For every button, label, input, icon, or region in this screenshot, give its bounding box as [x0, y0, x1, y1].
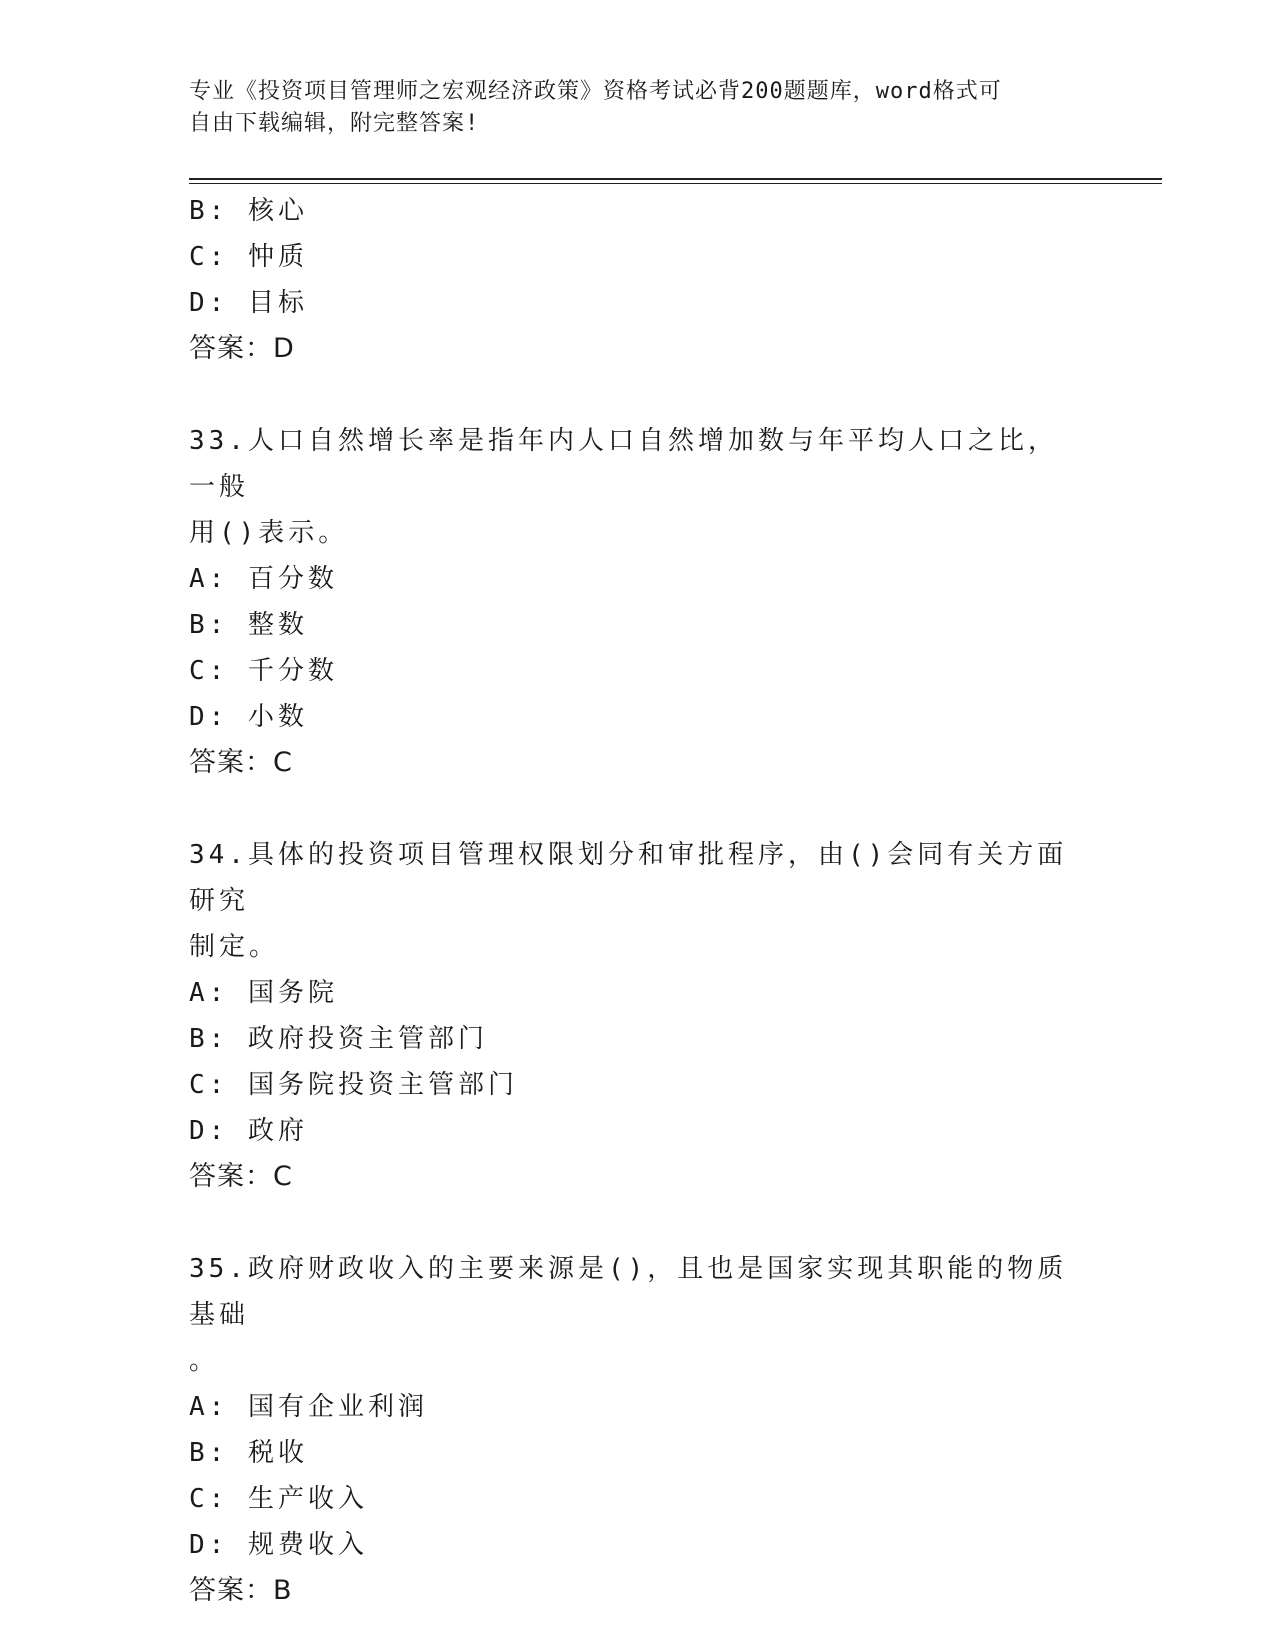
option-a: A: 国有企业利润: [189, 1392, 428, 1422]
question-text: [189, 418, 1079, 556]
header-line-1: 专业《投资项目管理师之宏观经济政策》资格考试必背200题题库，word格式可: [189, 79, 1002, 104]
option-a: A: 国务院: [189, 978, 338, 1008]
question-text-line-2: 制定。: [189, 932, 280, 962]
option-b: B: 核心: [189, 196, 308, 226]
question-text-line-1: 33.人口自然增长率是指年内人口自然增加数与年平均人口之比，一般: [189, 426, 1058, 502]
question-35: [189, 1246, 1089, 1614]
option-d: D: 小数: [189, 702, 308, 732]
option-b: B: 整数: [189, 610, 308, 640]
option-c: C: 千分数: [189, 656, 338, 686]
question-text-line-2: 。: [189, 1346, 220, 1376]
answer-line: 答案：C: [189, 1161, 293, 1192]
header-divider-thick: [189, 178, 1162, 180]
question-text: [189, 1246, 1079, 1384]
option-b: B: 政府投资主管部门: [189, 1024, 488, 1054]
answer-line: 答案：B: [189, 1575, 293, 1606]
header-divider-thin: [189, 183, 1162, 184]
option-a: A: 百分数: [189, 564, 338, 594]
question-text: [189, 832, 1079, 970]
previous-question-tail: [189, 188, 1089, 372]
question-list: [189, 188, 1089, 1614]
option-c: C: 国务院投资主管部门: [189, 1070, 518, 1100]
question-34: [189, 832, 1089, 1200]
document-header: [189, 76, 1089, 140]
option-c: C: 生产收入: [189, 1484, 368, 1514]
question-text-line-1: 34.具体的投资项目管理权限划分和审批程序，由()会同有关方面研究: [189, 840, 1068, 916]
question-text-line-1: 35.政府财政收入的主要来源是()，且也是国家实现其职能的物质基础: [189, 1254, 1068, 1330]
option-d: D: 政府: [189, 1116, 308, 1146]
answer-line: 答案：D: [189, 333, 295, 364]
option-d: D: 规费收入: [189, 1530, 368, 1560]
option-c: C: 忡质: [189, 242, 308, 272]
answer-line: 答案：C: [189, 747, 293, 778]
header-line-2: 自由下载编辑，附完整答案!: [189, 111, 480, 136]
option-b: B: 税收: [189, 1438, 308, 1468]
question-33: [189, 418, 1089, 786]
option-d: D: 目标: [189, 288, 308, 318]
question-text-line-2: 用()表示。: [189, 518, 349, 548]
